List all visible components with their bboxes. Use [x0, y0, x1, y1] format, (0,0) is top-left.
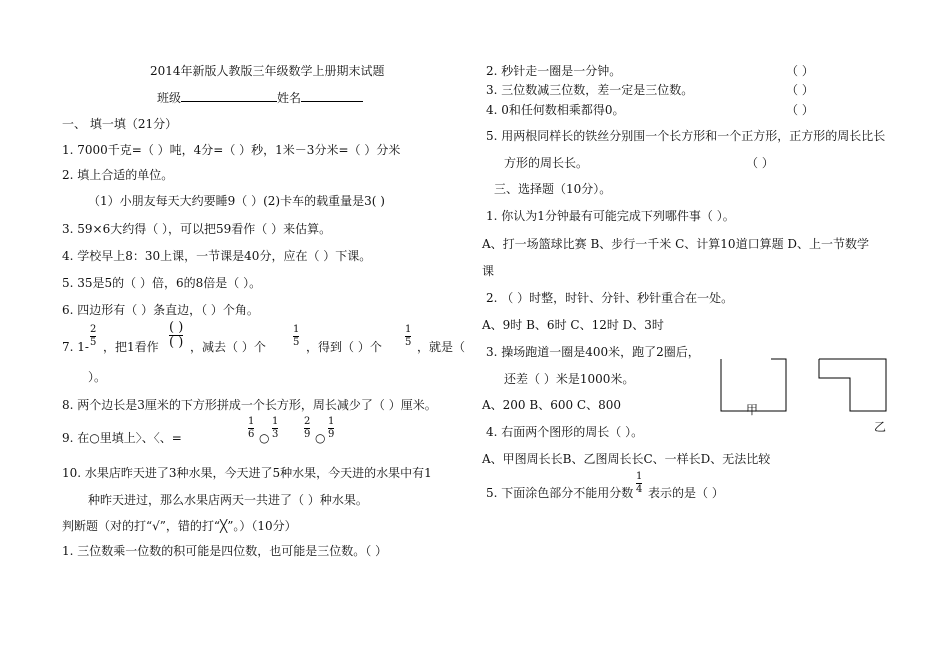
question-1-8: 8. 两个边长是3厘米的下方形拼成一个长方形，周长减少了（ ）厘米。: [62, 398, 437, 412]
fraction-two-fifths: 2 5: [90, 324, 97, 348]
fraction-blank[interactable]: ( ) ( ): [169, 320, 184, 350]
choice-question-5-part-b: 表示的是（ ）: [648, 486, 724, 500]
judge-question-2: 2. 秒针走一圈是一分钟。: [486, 64, 622, 78]
header-row: [157, 90, 363, 105]
choice-question-1: 1. 你认为1分钟最有可能完成下列哪件事（ ）。: [486, 209, 735, 223]
choice-question-5-part-a: 5. 下面涂色部分不能用分数: [486, 486, 634, 500]
figure-jia-label: 甲: [746, 403, 759, 417]
section-1-heading: 一、 填一填（21分）: [62, 117, 178, 131]
name-blank[interactable]: [301, 90, 363, 102]
choice-question-1-options: A、打一场篮球比赛 B、步行一千米 C、计算10道口算题 D、上一节数学: [482, 237, 870, 251]
question-1-7-part-a: 7. 1-: [62, 340, 89, 354]
question-1-7-part-c: ，减去（ ）个: [190, 340, 266, 354]
judge-question-5-line-1: 5. 用两根同样长的铁丝分别围一个长方形和一个正方形，正方形的周长比长: [486, 129, 886, 143]
fraction-one-fifth-b: 1 5: [405, 324, 412, 348]
fraction-one-quarter: 1 4: [636, 471, 643, 495]
choice-question-2: 2. （ ）时整，时针、分针、秒针重合在一处。: [486, 291, 734, 305]
question-1-7-part-e: ，就是（: [417, 340, 466, 354]
question-1-7-part-d: ，得到（ ）个: [306, 340, 382, 354]
choice-question-3-line-1: 3. 操场跑道一圈是400米，跑了2圈后，: [486, 345, 700, 359]
figure-yi-label: 乙: [874, 420, 887, 434]
judge-answer-5[interactable]: （ ）: [746, 156, 774, 170]
judge-answer-3[interactable]: （ ）: [786, 83, 814, 97]
question-1-3: 3. 59×6大约得（ ），可以把59看作（ ）来估算。: [62, 222, 332, 236]
judge-answer-4[interactable]: （ ）: [786, 103, 814, 117]
name-label: 姓名: [277, 91, 302, 105]
fraction-one-sixth: 1 6: [248, 416, 255, 440]
question-1-1: 1. 7000千克=（ ）吨，4分=（ ）秒，1米－3分米=（ ）分米: [62, 143, 401, 157]
class-label: 班级: [157, 91, 182, 105]
perimeter-figures: [716, 354, 896, 434]
section-3-heading: 三、选择题（10分）。: [494, 182, 612, 196]
judge-question-4: 4. 0和任何数相乘都得0。: [486, 103, 625, 117]
fraction-one-fifth-a: 1 5: [293, 324, 300, 348]
compare-circle-2[interactable]: ○: [315, 431, 326, 445]
judge-question-1: 1. 三位数乘一位数的积可能是四位数，也可能是三位数。（ ）: [62, 544, 388, 558]
figure-yi-outline: [819, 359, 886, 411]
fraction-one-ninth: 1 9: [328, 416, 335, 440]
section-2-heading: 判断题（对的打“√”，错的打“╳”。）（10分）: [62, 519, 297, 533]
fraction-two-ninths: 2 9: [304, 416, 311, 440]
question-1-2-items: （1）小朋友每天大约要睡9（ ）(2)卡车的载重量是3( ): [88, 194, 385, 208]
question-1-5: 5. 35是5的（ ）倍，6的8倍是（ ）。: [62, 276, 262, 290]
judge-question-3: 3. 三位数减三位数，差一定是三位数。: [486, 83, 694, 97]
compare-circle-1[interactable]: ○: [259, 431, 270, 445]
question-1-9: 9. 在○里填上〉、〈、=: [62, 431, 182, 445]
question-1-6: 6. 四边形有（ ）条直边，（ ）个角。: [62, 303, 259, 317]
judge-answer-2[interactable]: （ ）: [786, 64, 814, 78]
judge-question-5-line-2: 方形的周长长。: [504, 156, 589, 170]
fraction-one-third: 1 3: [272, 416, 279, 440]
choice-question-4-options: A、甲图周长长B、乙图周长长C、一样长D、无法比较: [482, 452, 771, 466]
question-1-10-line-1: 10. 水果店昨天进了3种水果，今天进了5种水果，今天进的水果中有1: [62, 466, 432, 480]
question-1-4: 4. 学校早上8：30上课，一节课是40分，应在（ ）下课。: [62, 249, 372, 263]
choice-question-1-options-wrap: 课: [482, 264, 495, 278]
class-blank[interactable]: [181, 90, 277, 102]
page-title: 2014年新版人教版三年级数学上册期末试题: [150, 64, 385, 78]
question-1-7-part-b: ，把1看作: [103, 340, 159, 354]
question-1-2: 2. 填上合适的单位。: [62, 168, 174, 182]
choice-question-3-options: A、200 B、600 C、800: [482, 398, 622, 412]
choice-question-3-line-2: 还差（ ）米是1000米。: [504, 372, 635, 386]
question-1-10-line-2: 种昨天进过，那么水果店两天一共进了（ ）种水果。: [88, 493, 368, 507]
question-1-7-part-f: ）。: [88, 370, 107, 384]
choice-question-2-options: A、9时 B、6时 C、12时 D、3时: [482, 318, 664, 332]
choice-question-4: 4. 右面两个图形的周长（ ）。: [486, 425, 644, 439]
